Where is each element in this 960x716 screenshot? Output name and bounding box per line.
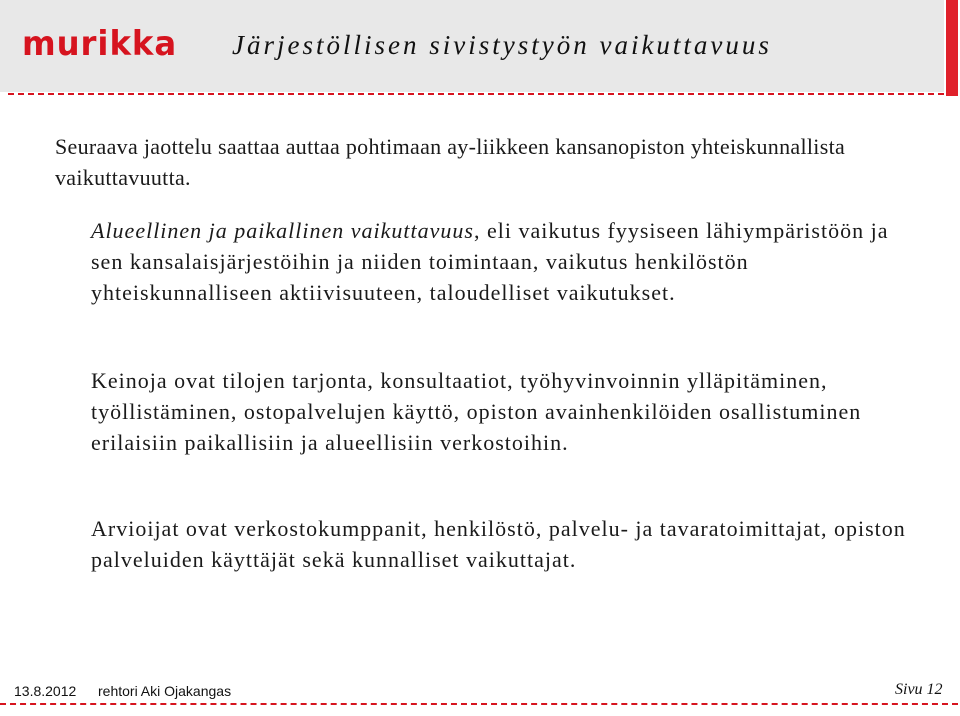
page-number: Sivu 12 — [895, 681, 943, 698]
regional-impact-text: , eli vaikutus fyysiseen lähiympäristöön ja sen kansalaisjärjestöihin ja niiden toimintaan, vaikutus henkilöstön yhteiskunnalliseen aktiivisuuteen, taloudelliset vaikutukset. — [91, 218, 889, 305]
paragraph-means: Keinoja ovat tilojen tarjonta, konsultaatiot, työhyvinvoinnin ylläpitäminen, työllistäminen, ostopalvelujen käyttö, opiston avainhenkilöiden osallistuminen erilaisiin paikallisiin ja alueellisiin verkostoihin. — [91, 368, 862, 455]
regional-impact-emphasis: Alueellinen ja paikallinen vaikuttavuus — [91, 218, 474, 243]
intro-paragraph: Seuraava jaottelu saattaa auttaa pohtimaan ay-liikkeen kansanopiston yhteiskunnallista vaikuttavuutta. — [55, 134, 846, 190]
paragraph-regional-impact — [91, 215, 911, 308]
murikka-logo: murikka — [22, 24, 178, 64]
header-divider — [8, 93, 944, 95]
paragraph-evaluators: Arvioijat ovat verkostokumppanit, henkilöstö, palvelu- ja tavaratoimittajat, opiston palveluiden käyttäjät sekä kunnalliset vaikuttajat. — [91, 516, 906, 572]
slide-title: Järjestöllisen sivistystyön vaikuttavuus — [232, 30, 772, 60]
accent-bar — [946, 0, 958, 96]
footer-date: 13.8.2012 — [14, 683, 77, 699]
footer-divider — [0, 703, 958, 705]
footer-author: rehtori Aki Ojakangas — [98, 683, 232, 699]
